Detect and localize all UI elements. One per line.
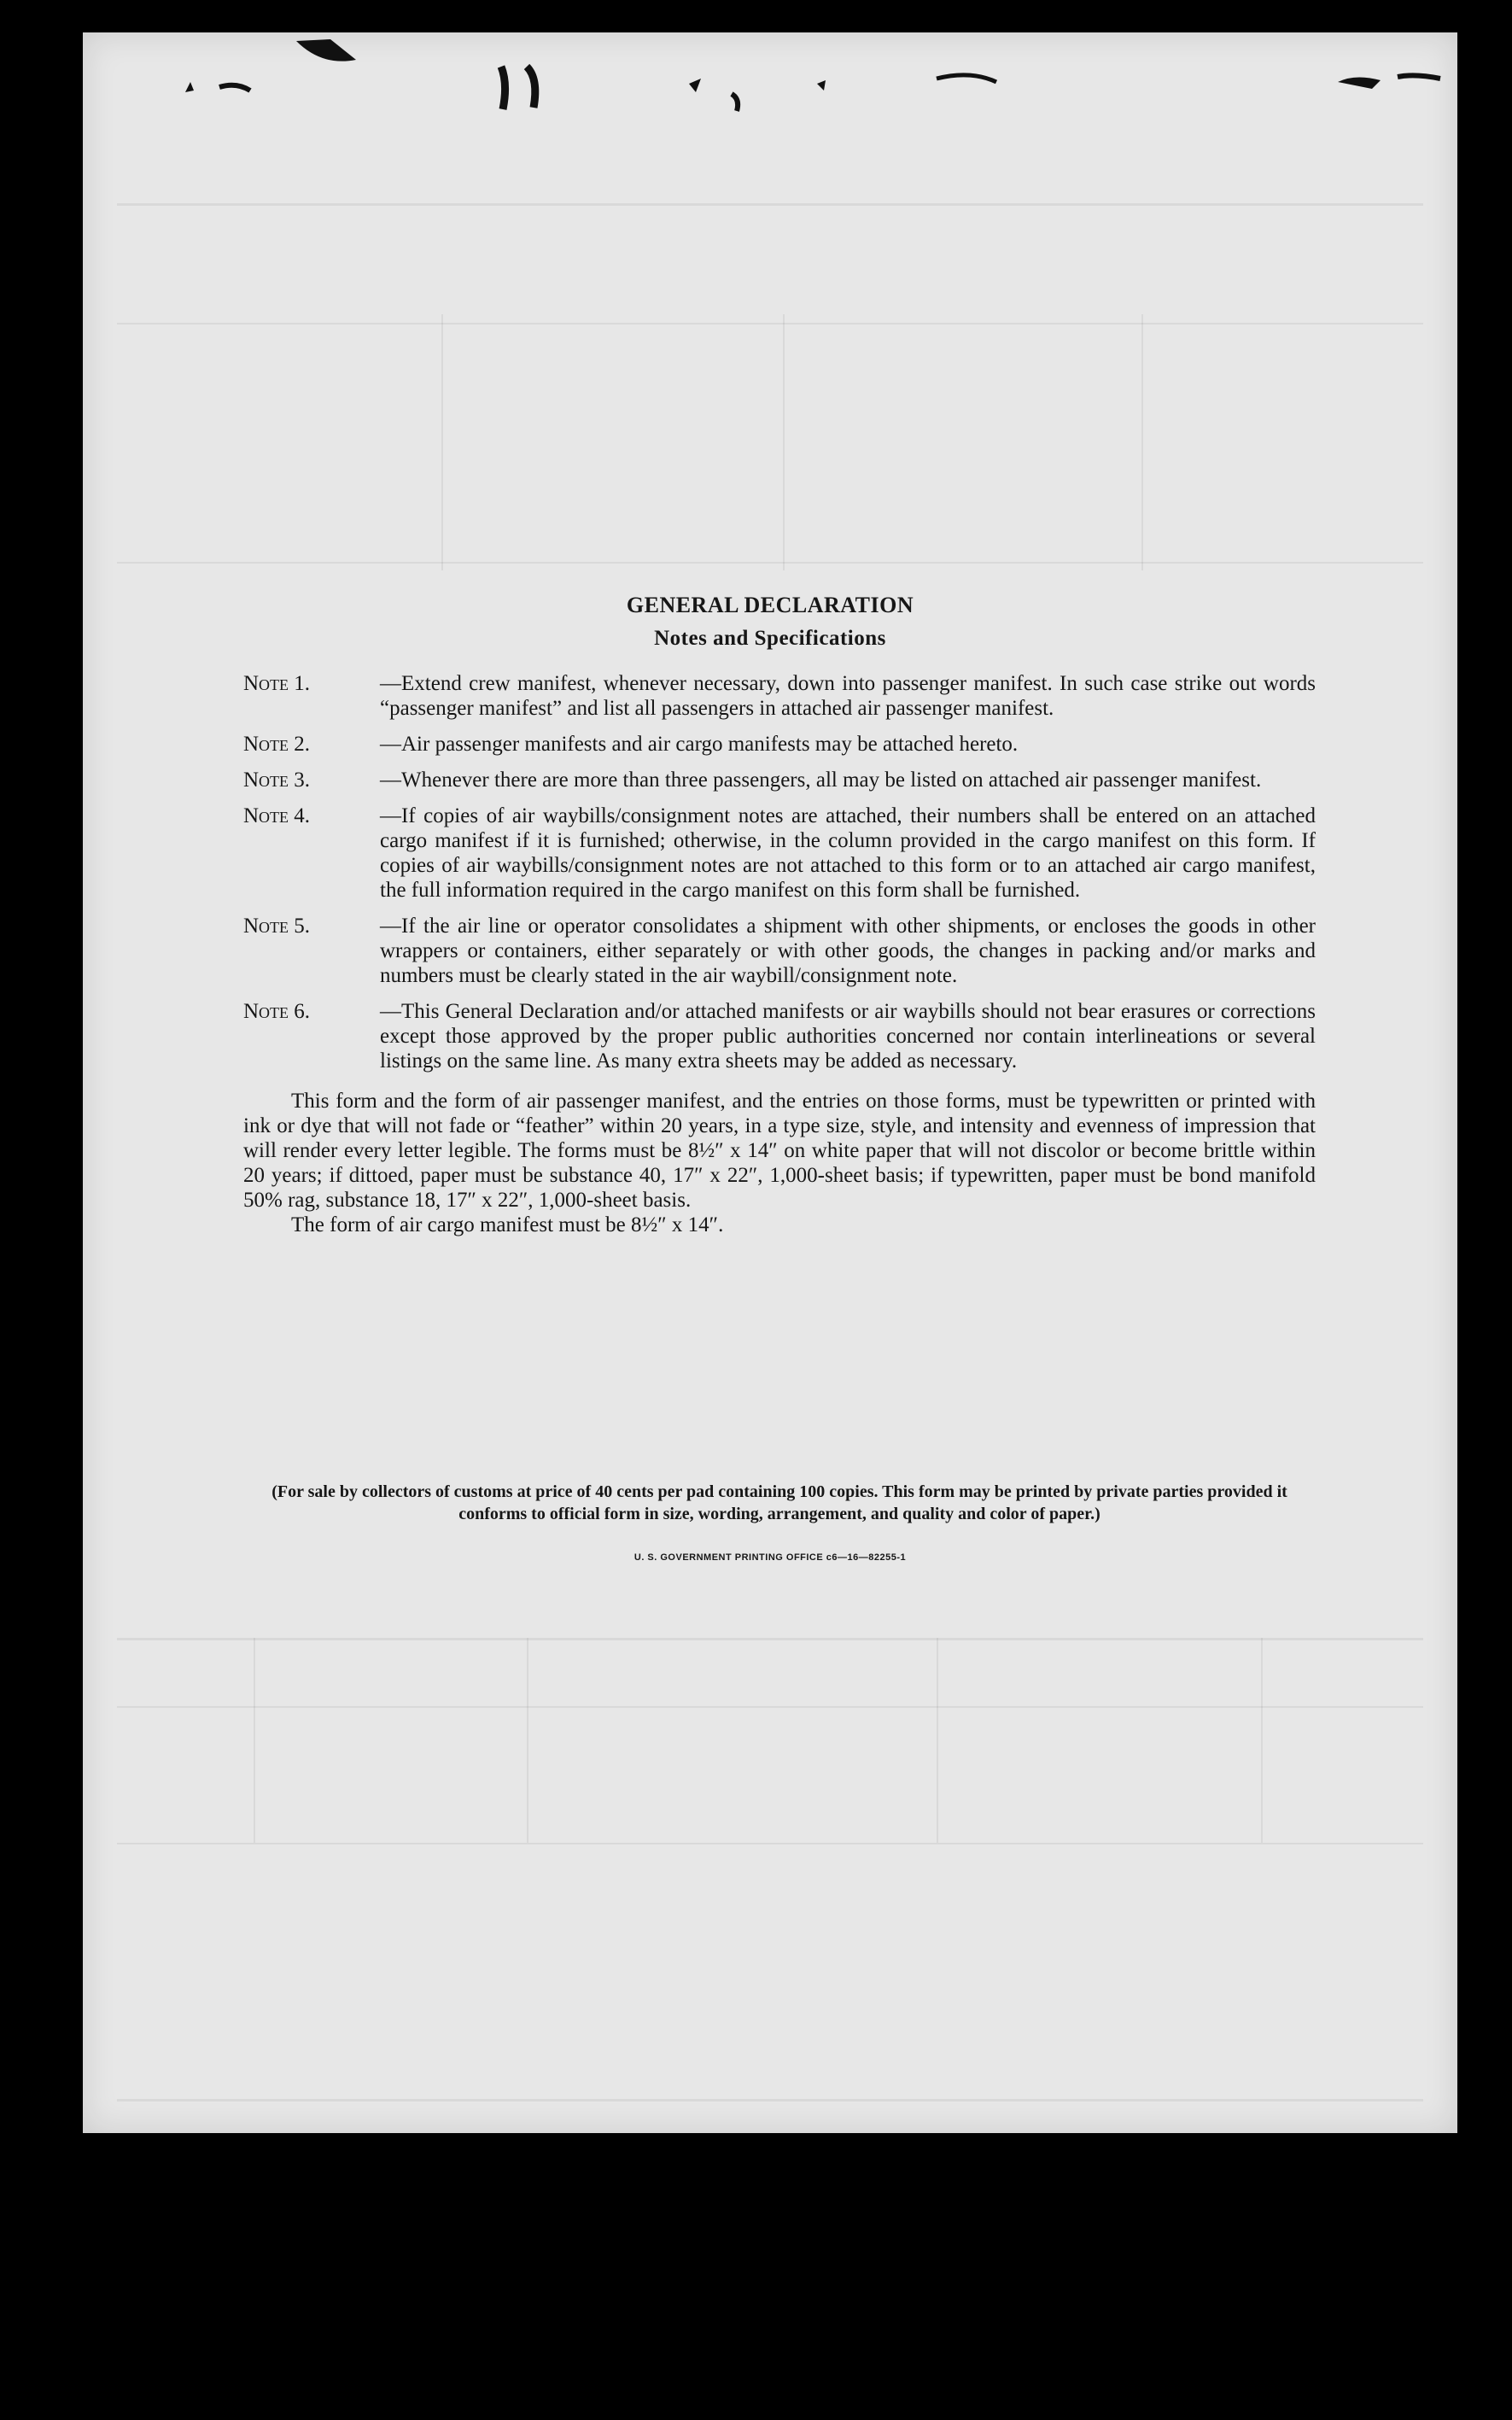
- note-text: —If the air line or operator consolidates a shipment with other shipments, or encloses the goods in other wrappers or containers, either separately or with other goods, the changes in packing and/or marks and numbers must be clearly stated in the air waybill/consignment note.: [380, 915, 1316, 987]
- specifications-paragraph: This form and the form of air passenger manifest, and the entries on those forms, must be typewritten or printed with ink or dye that will not fade or “feather” within 20 years, in a type size, style, and intensity and evenness of impression that will render every letter legible. The forms must be 8½″ x 14″ on white paper that will not discolor or become brittle within 20 years; if dittoed, paper must be substance 40, 17″ x 22″, 1,000-sheet basis; if typewritten, paper must be bond manifold 50% rag, substance 18, 17″ x 22″, 1,000-sheet basis.: [243, 1090, 1316, 1212]
- bleed-through-line: [527, 1638, 528, 1843]
- note-label: Note 2.: [243, 733, 311, 756]
- cargo-manifest-size-line: The form of air cargo manifest must be 8½″ x 14″.: [291, 1213, 724, 1236]
- bleed-through-line: [937, 1638, 938, 1843]
- bleed-through-line: [117, 1706, 1423, 1708]
- note-3: [243, 768, 1316, 792]
- note-text: —This General Declaration and/or attached manifests or air waybills should not bear erasures or corrections except those approved by the proper public authorities concerned nor contain interlineations or several listings on the same line. As many extra sheets may be added as necessary.: [380, 1000, 1316, 1073]
- note-text: —Extend crew manifest, whenever necessary, down into passenger manifest. In such case strike out words “passenger manifest” and list all passengers in attached air passenger manifest.: [380, 672, 1316, 720]
- bleed-through-line: [783, 314, 785, 570]
- note-label: Note 4.: [243, 804, 311, 827]
- note-text: —Whenever there are more than three passengers, all may be listed on attached air passenger manifest.: [380, 769, 1262, 792]
- document-sheet: [83, 32, 1457, 2133]
- note-6: [243, 999, 1316, 1073]
- note-label: Note 1.: [243, 672, 311, 695]
- bleed-through-line: [117, 203, 1423, 206]
- note-4: [243, 804, 1316, 903]
- note-label: Note 3.: [243, 769, 311, 792]
- bleed-through-line: [117, 323, 1423, 324]
- bleed-through-line: [254, 1638, 255, 1843]
- sale-notice: (For sale by collectors of customs at price of 40 cents per pad containing 100 copies. This form may be printed by private parties provided it conforms to official form in size, wording, arrangement, and quality and color of paper.): [271, 1482, 1287, 1523]
- note-2: [243, 732, 1316, 757]
- bleed-through-line: [117, 1638, 1423, 1640]
- torn-edge-marks: [83, 32, 1457, 135]
- printer-line: U. S. GOVERNMENT PRINTING OFFICE c6—16—82255-1: [633, 1552, 907, 1563]
- note-label: Note 6.: [243, 1000, 311, 1023]
- note-1: [243, 671, 1316, 721]
- bleed-through-line: [117, 562, 1423, 564]
- bleed-through-line: [1141, 314, 1143, 570]
- note-text: —Air passenger manifests and air cargo manifests may be attached hereto.: [380, 733, 1019, 756]
- document-title: GENERAL DECLARATION: [626, 593, 914, 617]
- bleed-through-line: [117, 2099, 1423, 2101]
- note-text: —If copies of air waybills/consignment notes are attached, their numbers shall be entered on an attached cargo manifest if it is furnished; otherwise, in the column provided in the cargo manifest on this form. If copies of air waybills/consignment notes are not attached to this form or to an attached air cargo manifest, the full information required in the cargo manifest on this form shall be furnished.: [380, 804, 1316, 902]
- document-subtitle: Notes and Specifications: [654, 627, 886, 650]
- note-label: Note 5.: [243, 915, 311, 938]
- notes-section: [243, 671, 1316, 1237]
- bleed-through-line: [117, 1843, 1423, 1844]
- bleed-through-line: [441, 314, 443, 570]
- bleed-through-line: [1261, 1638, 1263, 1843]
- note-5: [243, 914, 1316, 988]
